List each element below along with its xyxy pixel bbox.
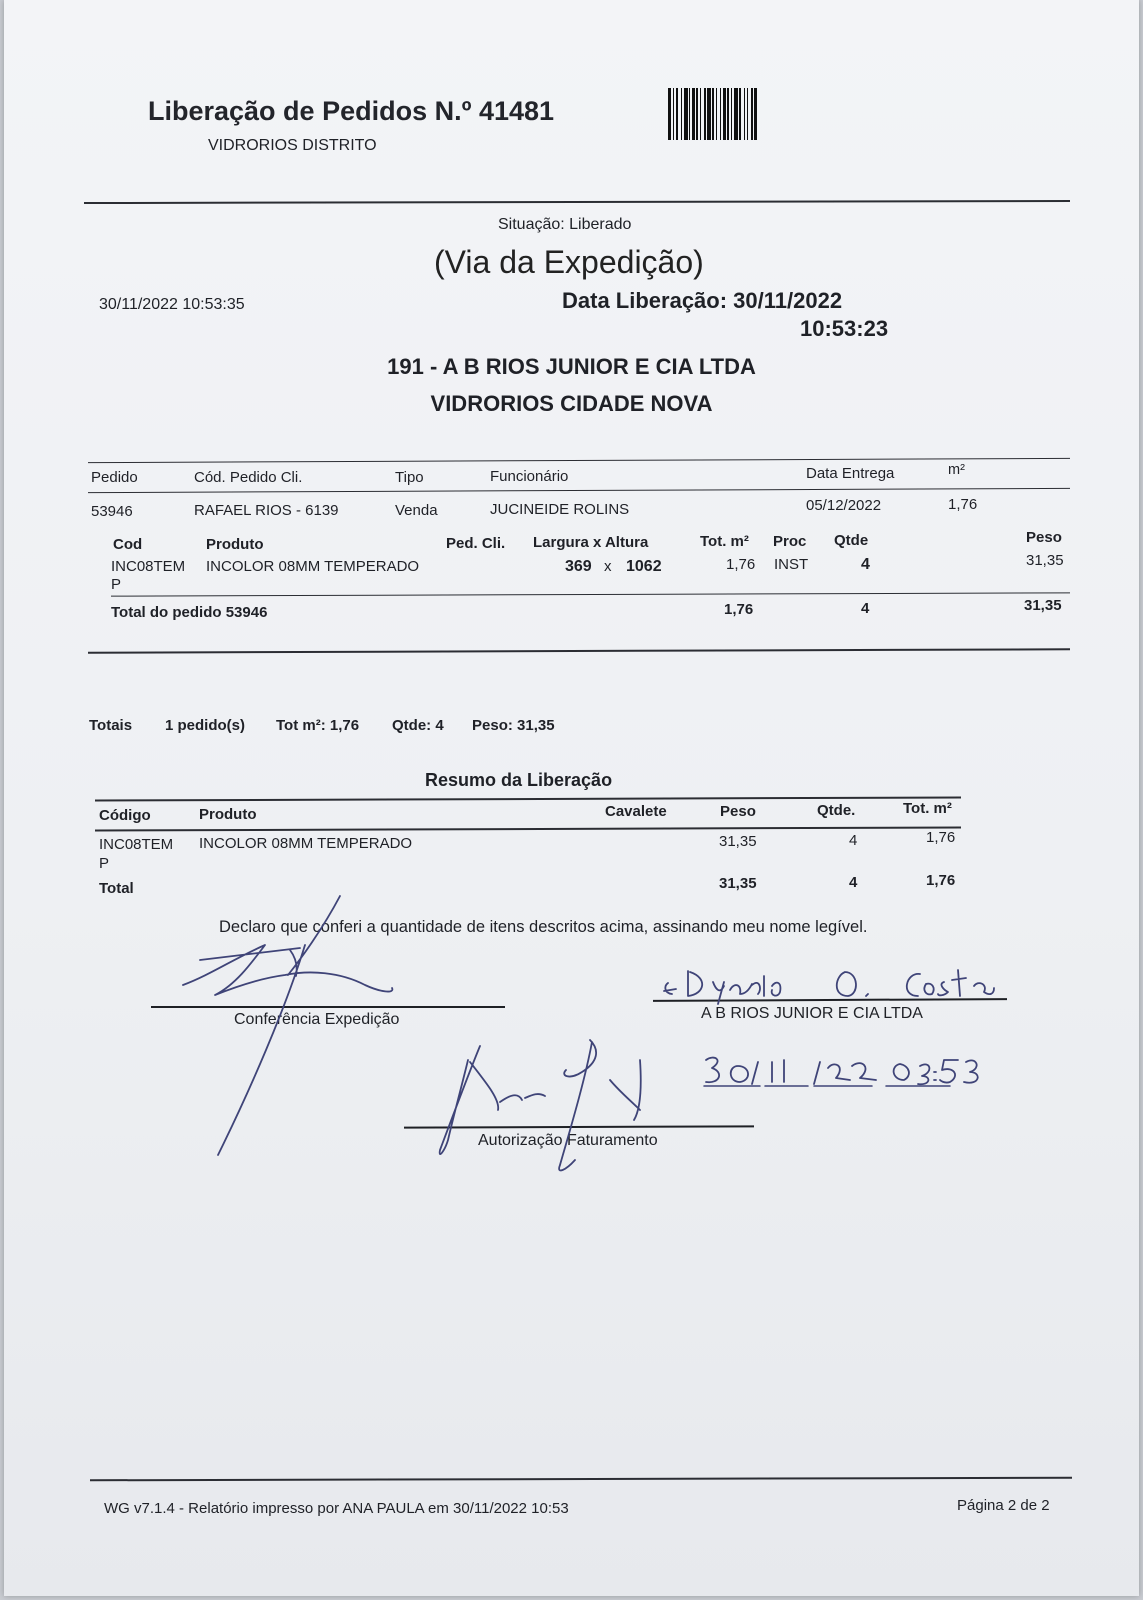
footer-report: WG v7.1.4 - Relatório impresso por ANA PAULA em 30/11/2022 10:53 xyxy=(104,1500,569,1517)
summary-total-peso: 31,35 xyxy=(719,875,757,892)
summary-col-qtde: Qtde. xyxy=(817,802,856,819)
release-time: 10:53:23 xyxy=(800,316,889,341)
summary-total-m2: 1,76 xyxy=(926,872,956,889)
status-situacao: Situação: Liberado xyxy=(498,216,632,233)
col-header-ped-cli: Ped. Cli. xyxy=(446,535,506,552)
order-total-m2: 1,76 xyxy=(724,601,754,618)
summary-total-label: Total xyxy=(99,880,134,897)
cod-pedido-cli: RAFAEL RIOS - 6139 xyxy=(194,502,339,519)
summary-qtde: 4 xyxy=(849,832,858,849)
signature-label-cliente: A B RIOS JUNIOR E CIA LTDA xyxy=(701,1005,923,1022)
item-produto: INCOLOR 08MM TEMPERADO xyxy=(206,558,420,575)
summary-col-tot-m2: Tot. m² xyxy=(903,800,952,817)
col-header-data-entrega: Data Entrega xyxy=(806,465,895,482)
totals-m2: Tot m²: 1,76 xyxy=(276,717,360,734)
company-name: VIDRORIOS DISTRITO xyxy=(208,137,377,154)
col-header-cod: Cod xyxy=(113,536,143,553)
summary-peso: 31,35 xyxy=(719,833,757,850)
item-cod-line2: P xyxy=(111,576,122,593)
signature-label-autorizacao: Autorização Faturamento xyxy=(478,1132,658,1149)
order-total-peso: 31,35 xyxy=(1024,597,1062,614)
signature-label-conferencia: Conferência Expedição xyxy=(234,1011,400,1028)
col-header-proc: Proc xyxy=(773,533,807,550)
m2-value: 1,76 xyxy=(948,496,978,513)
totals-pedidos: 1 pedido(s) xyxy=(165,717,246,734)
col-header-pedido: Pedido xyxy=(91,469,138,486)
order-total-label: Total do pedido 53946 xyxy=(111,604,268,621)
declaration-text: Declaro que conferi a quantidade de itens descritos acima, assinando meu nome legível. xyxy=(219,918,868,936)
barcode xyxy=(668,88,840,140)
barcode-bar xyxy=(754,88,757,140)
tipo-value: Venda xyxy=(395,502,438,519)
col-header-m2: m² xyxy=(948,462,965,478)
summary-col-cavalete: Cavalete xyxy=(605,803,667,820)
summary-col-peso: Peso xyxy=(720,803,756,820)
release-date: Data Liberação: 30/11/2022 xyxy=(562,288,843,313)
col-header-tipo: Tipo xyxy=(395,469,424,486)
col-header-largura-altura: Largura x Altura xyxy=(533,534,649,551)
totals-qtde: Qtde: 4 xyxy=(392,717,444,734)
summary-title: Resumo da Liberação xyxy=(425,770,613,790)
summary-col-produto: Produto xyxy=(199,806,257,823)
totals-label: Totais xyxy=(89,717,133,734)
item-qtde: 4 xyxy=(861,556,870,573)
col-header-tot-m2: Tot. m² xyxy=(700,533,749,550)
signature-line-conferencia xyxy=(151,1006,505,1008)
item-peso: 31,35 xyxy=(1026,552,1064,569)
item-proc: INST xyxy=(774,556,809,573)
via-label: (Via da Expedição) xyxy=(434,244,704,280)
col-header-cod-pedido-cli: Cód. Pedido Cli. xyxy=(194,469,303,486)
col-header-funcionario: Funcionário xyxy=(490,468,569,485)
footer-page-number: Página 2 de 2 xyxy=(957,1497,1050,1514)
summary-col-codigo: Código xyxy=(99,807,151,824)
summary-total-qtde: 4 xyxy=(849,874,858,891)
item-times: x xyxy=(604,558,612,575)
print-timestamp: 30/11/2022 10:53:35 xyxy=(99,296,245,313)
col-header-qtde: Qtde xyxy=(834,532,869,549)
item-altura: 1062 xyxy=(626,558,662,575)
summary-tot-m2: 1,76 xyxy=(926,829,956,846)
pedido-number: 53946 xyxy=(91,503,133,520)
summary-produto: INCOLOR 08MM TEMPERADO xyxy=(199,835,413,852)
item-tot-m2: 1,76 xyxy=(726,556,756,573)
data-entrega-value: 05/12/2022 xyxy=(806,497,882,514)
client-name: 191 - A B RIOS JUNIOR E CIA LTDA xyxy=(387,354,756,379)
item-largura: 369 xyxy=(565,558,592,575)
item-cod-line1: INC08TEM xyxy=(111,558,186,575)
client-site: VIDRORIOS CIDADE NOVA xyxy=(430,391,713,416)
order-total-qtde: 4 xyxy=(861,600,870,617)
col-header-produto: Produto xyxy=(206,536,264,553)
summary-codigo-line1: INC08TEM xyxy=(99,836,174,853)
totals-peso: Peso: 31,35 xyxy=(472,717,555,734)
funcionario-value: JUCINEIDE ROLINS xyxy=(490,501,630,518)
document-title: Liberação de Pedidos N.º 41481 xyxy=(148,96,555,126)
col-header-peso: Peso xyxy=(1026,529,1062,546)
summary-codigo-line2: P xyxy=(99,855,110,872)
